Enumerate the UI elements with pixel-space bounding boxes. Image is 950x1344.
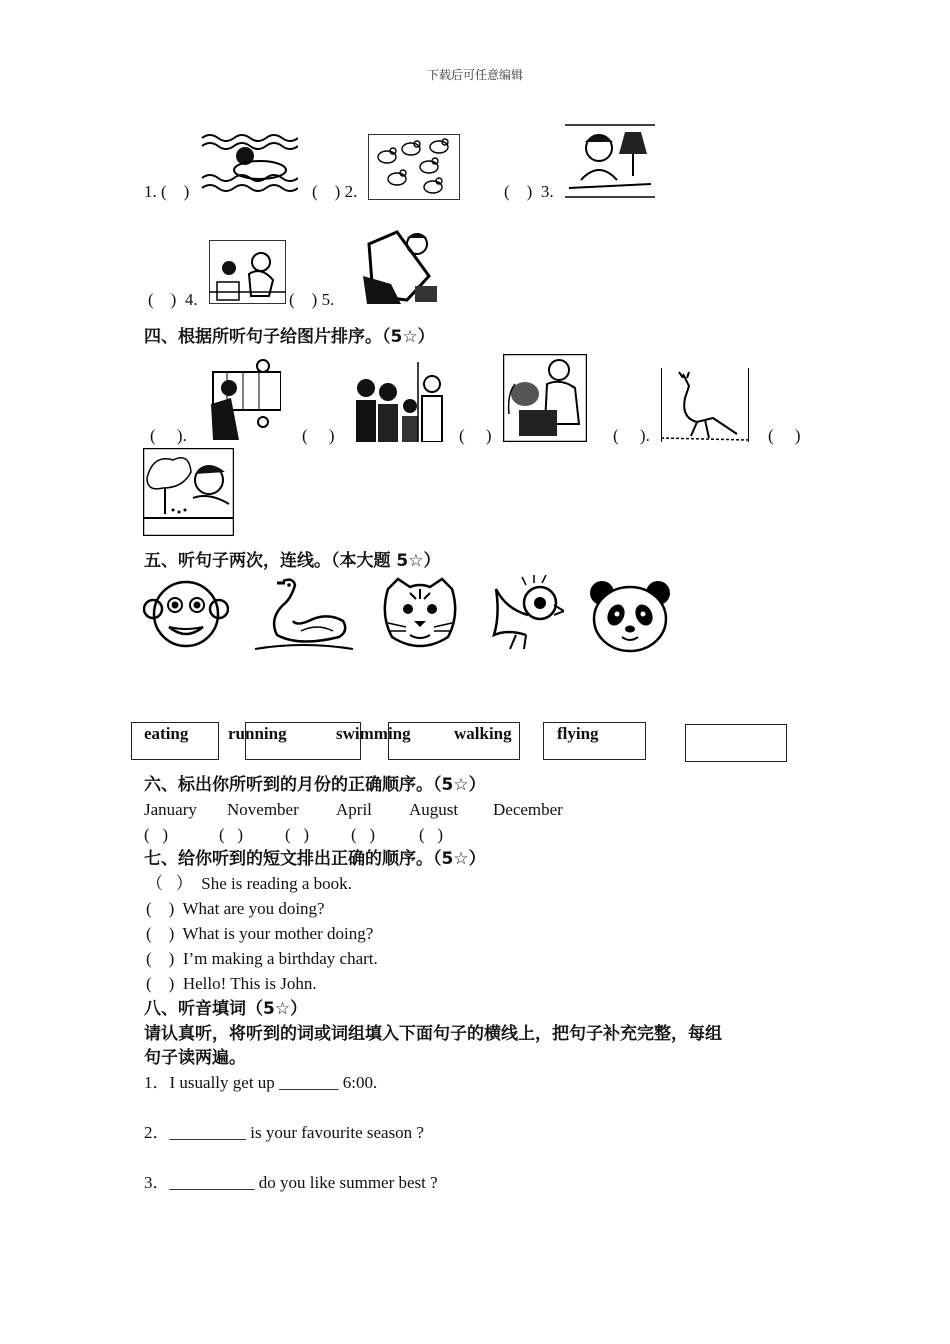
- boy-playing-picture: [207, 354, 281, 440]
- swan-picture: [253, 575, 355, 653]
- month-january: January: [144, 800, 197, 819]
- section7-heading: 七、给你听到的短文排出正确的顺序。（5☆）: [144, 849, 486, 869]
- label-2: ( ) 2.: [312, 182, 358, 201]
- swimming-picture: [200, 130, 298, 194]
- section4-blank-5: ( ): [768, 426, 801, 445]
- boy-planting-picture: [143, 448, 234, 536]
- section8-heading: 八、听音填词（5☆）: [144, 999, 308, 1019]
- label-4: ( ) 4.: [148, 290, 198, 309]
- month-blank-3[interactable]: ( ): [285, 825, 310, 844]
- family-picture: [352, 362, 446, 442]
- label-5: ( ) 5.: [289, 290, 335, 309]
- order-item-4: ( ) I’m making a birthday chart.: [146, 949, 378, 968]
- section8-instruction-line1: 请认真听，将听到的词或词组填入下面句子的横线上，把句子补充完整，每组: [144, 1024, 722, 1044]
- section4-blank-4: ( ).: [613, 426, 650, 445]
- section4-heading: 四、根据所听句子给图片排序。（5☆）: [144, 327, 435, 347]
- month-november: November: [227, 800, 299, 819]
- section4-blank-1: ( ).: [150, 426, 187, 445]
- month-august: August: [409, 800, 459, 819]
- order-item-3: ( ) What is your mother doing?: [146, 924, 374, 943]
- woman-cooking-picture: [503, 354, 587, 442]
- order-item-1: （ ） She is reading a book.: [146, 874, 352, 893]
- label-1: 1. ( ): [144, 182, 190, 201]
- fill-question-1: 1．I usually get up _______ 6:00.: [144, 1073, 378, 1092]
- section5-heading: 五、听句子两次，连线。（本大题 5☆）: [144, 551, 441, 571]
- fill-question-2: 2．_________ is your favourite season ?: [144, 1123, 424, 1142]
- word-swimming: swimming: [336, 724, 411, 743]
- section4-blank-2: ( ): [302, 426, 335, 445]
- fill-question-3: 3．__________ do you like summer best ?: [144, 1173, 438, 1192]
- month-blank-4[interactable]: ( ): [351, 825, 376, 844]
- word-flying: flying: [557, 724, 599, 743]
- word-running: running: [228, 724, 287, 743]
- header-note: 下载后可任意编辑: [426, 68, 523, 82]
- month-april: April: [336, 800, 372, 819]
- boy-writing-picture: [565, 124, 655, 198]
- people-at-table-picture: [209, 240, 286, 304]
- order-item-5: ( ) Hello! This is John.: [146, 974, 317, 993]
- month-december: December: [493, 800, 563, 819]
- panda-picture: [588, 577, 672, 655]
- section6-heading: 六、标出你所听到的月份的正确顺序。（5☆）: [144, 775, 486, 795]
- month-blank-2[interactable]: ( ): [219, 825, 244, 844]
- birds-picture: [368, 134, 460, 200]
- word-walking: walking: [454, 724, 512, 743]
- label-3: ( ) 3.: [504, 182, 554, 201]
- word-eating: eating: [144, 724, 189, 743]
- section8-instruction-line2: 句子读两遍。: [144, 1048, 246, 1068]
- man-with-hat-picture: [361, 226, 441, 306]
- order-item-2: ( ) What are you doing?: [146, 899, 325, 918]
- month-blank-5[interactable]: ( ): [419, 825, 444, 844]
- month-blank-1[interactable]: ( ): [144, 825, 169, 844]
- kangaroo-picture: [661, 368, 749, 442]
- section4-blank-3: ( ): [459, 426, 492, 445]
- word-box-5[interactable]: [685, 724, 787, 762]
- bird-picture: [490, 575, 564, 653]
- monkey-picture: [143, 575, 229, 653]
- tiger-picture: [380, 575, 460, 653]
